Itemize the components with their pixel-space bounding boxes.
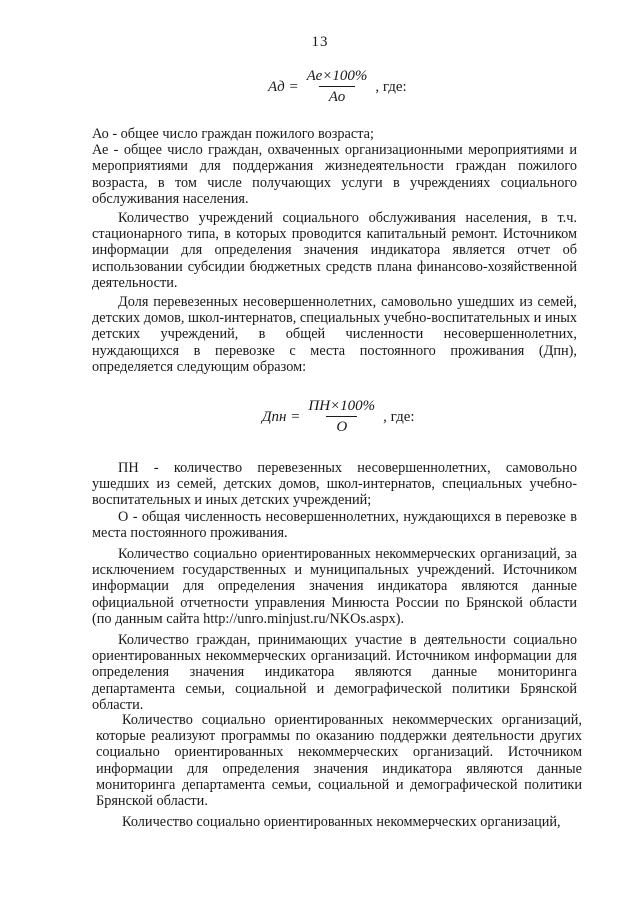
formula-dpn-lhs: Дпн — [262, 408, 287, 425]
formula-ad-tail: , где: — [375, 78, 407, 95]
formula-ad-fraction — [303, 68, 372, 106]
paragraph-pn: ПН - количество перевезенных несовершеннолетних, самовольно ушедших из семей, детских домов, школ-интернатов, специальных учебно-воспитательных и иных детских учреждений; — [92, 460, 577, 509]
formula-ad — [268, 68, 407, 106]
paragraph-institutions-repair: Количество учреждений социального обслуживания населения, в т.ч. стационарного типа, в которых проводится капитальный ремонт. Источником информации для определения значения индикатора является отчет об использовании субсидии бюджетных средств плана финансово-хозяйственной деятельности. — [92, 210, 577, 291]
paragraph-sonko-continued: Количество социально ориентированных некоммерческих организаций, — [122, 814, 561, 831]
formula-dpn-equals: = — [286, 408, 301, 425]
paragraph-citizens-participation: Количество граждан, принимающих участие в деятельности социально ориентированных некоммерческих организаций. Источником информации для определения значения индикатора являются данные мониторинга департамента семьи, социальной и демографической политики Брянской области. — [92, 632, 577, 713]
text-block-1 — [92, 126, 577, 375]
formula-ad-equals: = — [284, 78, 299, 95]
paragraph-ao: Ао - общее число граждан пожилого возраста; — [92, 126, 374, 142]
formula-dpn-denominator: О — [326, 416, 357, 436]
formula-dpn-tail: , где: — [383, 408, 415, 425]
formula-ad-numerator: Ае×100% — [306, 68, 368, 84]
formula-ad-denominator: Ао — [319, 86, 355, 106]
paragraph-sonko-support-programs: Количество социально ориентированных некоммерческих организаций, которые реализуют программы по оказанию поддержки деятельности других социально ориентированных некоммерческих организаций. Источником информации для определения значения индикатора являются данные мониторинга департамента семьи, социальной и демографической политики Брянской области. — [96, 712, 582, 810]
paragraph-minors-share: Доля перевезенных несовершеннолетних, самовольно ушедших из семей, детских домов, школ-интернатов, специальных учебно-воспитательных и иных детских учреждений, в общей численности несовершеннолетних, нуждающихся в перевозке с места постоянного проживания (Дпн), определяется следующим образом: — [92, 294, 577, 375]
text-block-2 — [92, 460, 577, 713]
formula-dpn — [262, 398, 415, 436]
paragraph-o: О - общая численность несовершеннолетних, нуждающихся в перевозке в места постоянного проживания. — [92, 508, 577, 541]
formula-ad-lhs: Ад — [268, 78, 285, 95]
formula-dpn-numerator: ПН×100% — [308, 398, 376, 414]
page-number: 13 — [311, 34, 329, 50]
paragraph-sonko-count: Количество социально ориентированных некоммерческих организаций, за исключением государственных и муниципальных учреждений. Источником информации для определения значения индикатора являются данные официальной отчетности управления Минюста России по Брянской области (по данным сайта http://unro.minjust.ru/NKOs.aspx). — [92, 546, 577, 627]
formula-dpn-fraction — [304, 398, 379, 436]
paragraph-ae: Ае - общее число граждан, охваченных организационными мероприятиями и мероприятиями для поддержания жизнедеятельности граждан пожилого возраста, в том числе получающих услуги в учреждениях социального обслуживания населения. — [92, 142, 577, 207]
text-block-3 — [96, 712, 582, 830]
